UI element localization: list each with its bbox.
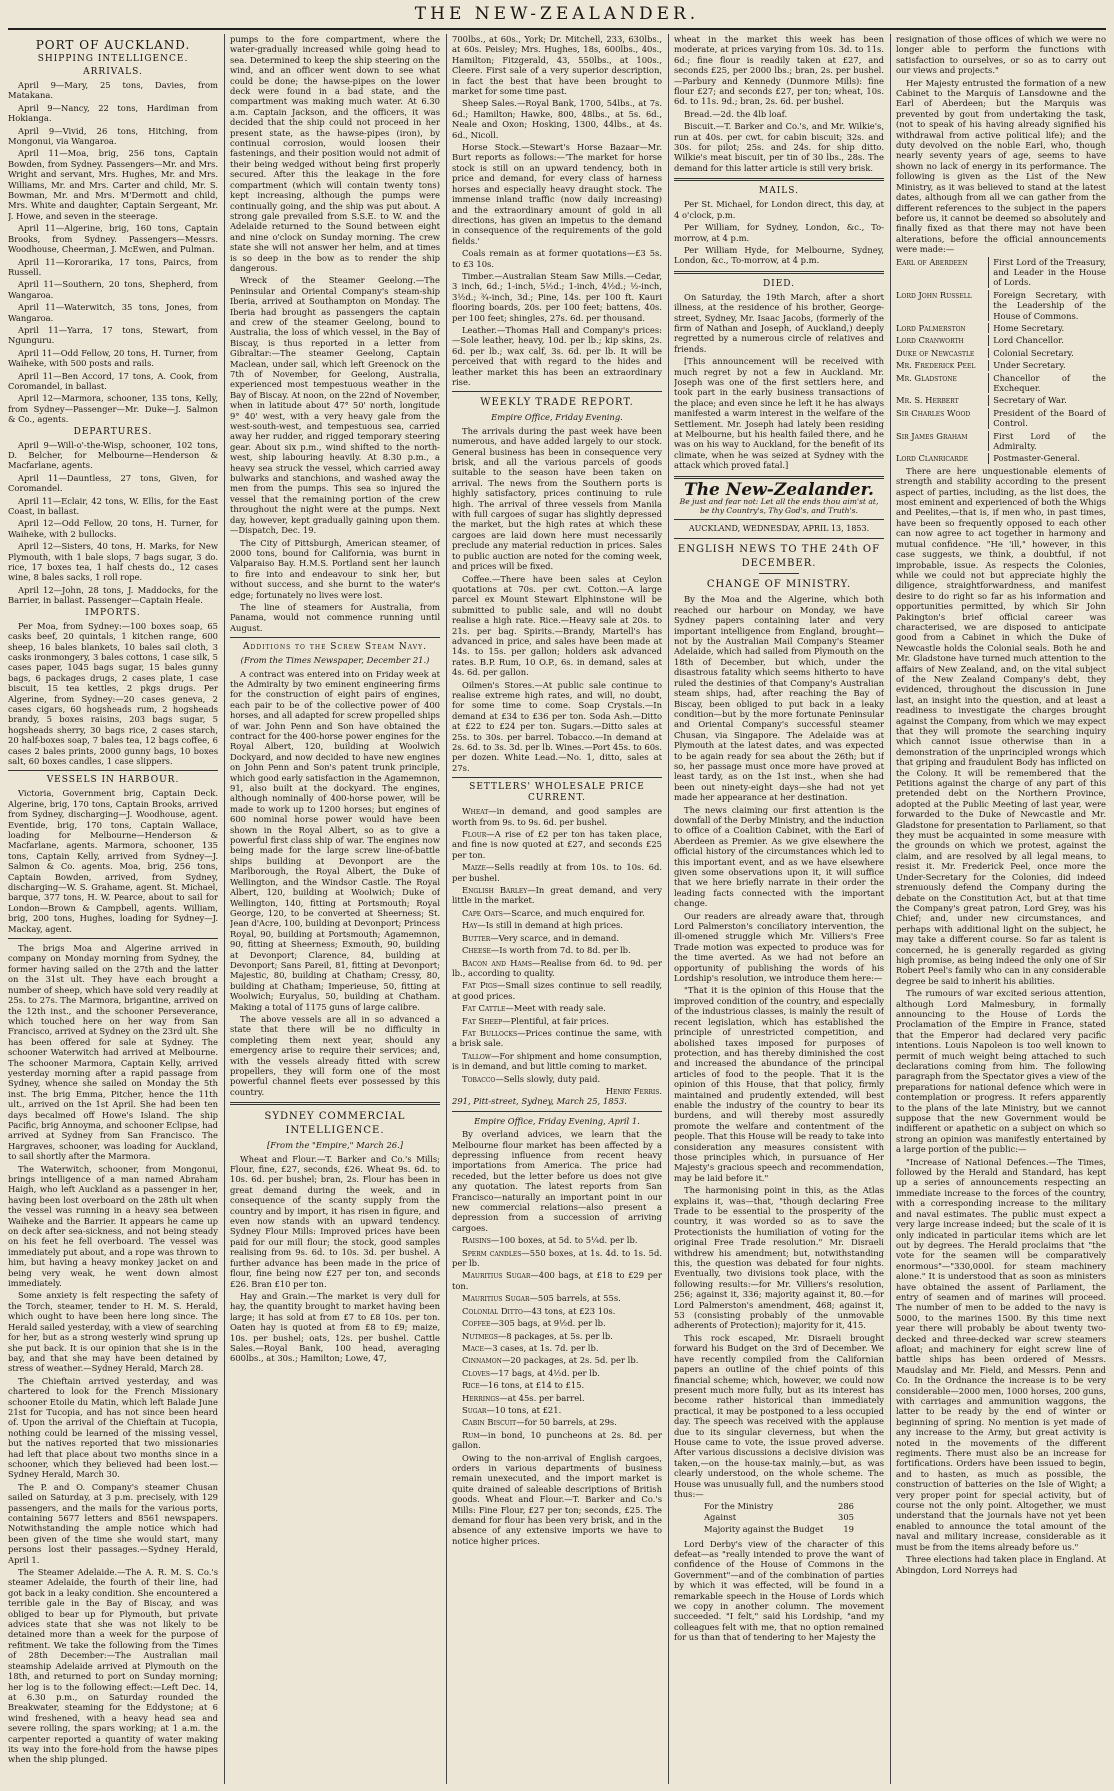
divider [230,1102,440,1105]
arrival-entry: April 11—Algerine, brig, 160 tons, Captain Brooks, from Sydney. Passengers—Messrs. Woodhouse, Cheerman, J. McEwen, and Pulman. [8,223,218,255]
sydney-body: Wheat and Flour.—T. Barker and Co.'s Mills; Flour, fine, £27, seconds, £26. Wheat 9s. 6d. to 10s. 6d. per bushel; bran, 2s. Flour has been in great demand during the week, and in consequence of the scanty supply from the country and by import, it has risen in figure, and even now stands with an upward tendency. Sydney Flour Mills: Improved prices have been paid for our mill flour; the stock, good samples realising from 9s. 6d. to 10s. 3d. per bushel. A further advance has been made in the price of flour, fine being now £27 per ton, and seconds £26. Bran £10 per ton. [230,1153,440,1289]
goods-entry: Raisins—100 boxes, at 5d. to 5¼d. per lb. [462,1235,638,1246]
lead-body-5: This rock escaped, Mr. Disraeli brought forward his Budget on the 3rd of December. We have recently compiled from the Californian papers an outline of the chief points of this financial scheme; which, however, we could now present much more fully, but as its interest has become rather historical than immediately practical, it may be postponed to a less occupied day. The speech was received with the applause due to its singular cleverness, but when the House came to vote, the issue proved adverse. After various discussions a decisive division was taken,—on the house-tax mainly,—but, as was clearly understood, on the whole scheme. The House was unusually full, and the numbers stood thus:— [674,1332,884,1499]
panama-note: The line of steamers for Australia, from Panama, would not commence running until August. [230,601,440,633]
goods-entry: Sugar—10 tons, at £21. [462,1404,562,1415]
imports-label: IMPORTS. [85,607,141,618]
lead-quote: "That it is the opinion of this House that the improved condition of the country, and especially of the industrious classes, is mainly the result of recent legislation, which has established the principle of unrestricted competition, and abolished taxes imposed for purposes of protection, and has thereby diminished the cost and increased the abundance of the principal articles of food to the people. That it is the opinion of this House, that that policy, firmly maintained and prudently extended, will best enable the industry of the country to bear its burdens, and will thereby most assuredly promote the welfare and contentment of the people. That this House will be ready to take into consideration any measures consistent with those principles which, in pursuance of Her Majesty's gracious speech and recommendation, may be laid before it." [674,985,884,1183]
paper-title: The New-Zealander. [684,479,874,500]
sydney-source: [From the "Empire," March 26.] [266,1140,404,1151]
arrivals-label: ARRIVALS. [83,67,143,77]
shipping-narrative: The brigs Moa and Algerine arrived in company on Monday morning from Sydney, the former having sailed on the 27th and the latter on the 31st ult. They have each brought a number of sheep, which have sold very readily at 25s. to 27s. The Marmora, brigantine, arrived on the 12th inst., and the schooner Perseverance, which touched here on her way from San Francisco, arrived at Sydney on the 23rd ult. She has been offered for sale at Sydney. The schooner Waterwitch had arrived at Melbourne. The schooner Marmora, Captain Kelly, arrived yesterday morning after a rapid passage from Sydney, whence she sailed on Monday the 5th inst. The brig Emma, Pitcher, hence the 11th ult., arrived on the 1st April. She had been ten days becalmed off Howe's Island. The ship Pacific, brig Annoyma, and schooner Eclipse, had arrived at Sydney from San Francisco. The Hargraves, schooner, was loading for Auckland, to sail shortly after the Marmora. [8,943,218,1162]
ministry-row: Mr. Frederick Peel Under Secretary. [896,360,1106,370]
sheep-sales: Sheep Sales.—Royal Bank, 1700, 54lbs., at 7s. 6d.; Hamilton; Hawke, 800, 48lbs., at 5s. 6d., Neale and Oxon; Hosking, 1300, 44lbs., at 4s. 6d., Nicoll. [452,98,662,140]
ministry-row: Duke of Newcastle Colonial Secretary. [896,348,1106,358]
ministry-row: Lord Clanricarde Postmaster-General. [896,453,1106,463]
elections: Three elections had taken place in England. At Abingdon, Lord Norreys had [896,1554,1106,1575]
price-entry: Cheese—Is worth from 7d. to 8d. per lb. [462,945,631,956]
lead-subheading: CHANGE OF MINISTRY. [706,579,852,591]
divider [674,538,884,539]
vessels-text: Victoria, Government brig, Captain Deck. Algerine, brig, 170 tons, Captain Brooks, arrived from Sydney, discharging—J. Woodhouse, agent. Eventide, brig, 170 tons, Captain Wallace, loading for Melbourne—Henderson & Macfarlane, agents. Marmora, schooner, 135 tons, Captain Kelly, arrived from Sydney—J. Salmon & Co. agents. Moa, brig, 256 tons, Captain Bowden, arrived, from Sydney, discharging—W. S. Grahame, agent. St. Michael, barque, 377 tons, H. W. Pearce, about to sail for London—Brown & Campbell, agents. William, brig, 200 tons, Hughes, loading for Sydney—J. Mackay, agent. [8,788,218,934]
closing-text: Owing to the non-arrival of English cargoes, orders in various departments of business remain unexecuted, and the import market is quite drained of saleable descriptions of British goods. Wheat and Flour.—T. Barker and Co.'s Mills: Fine Flour, £27 per ton; seconds, £25. The demand for flour has been very brisk, and in the absence of any extensive imports we have to notice higher prices. [452,1452,662,1546]
ministry-row: Mr. Gladstone Chancellor of the Exchequer. [896,372,1106,393]
column-rule [446,34,447,1784]
departure-entry: April 12—Odd Fellow, 20 tons, H. Turner, for Waiheke, with 2 bullocks. [8,518,218,539]
goods-entry: Mauritius Sugar—400 bags, at £18 to £29 per ton. [452,1270,662,1291]
ministry-row: Earl of Aberdeen First Lord of the Treasury, and Leader in the House of Lords. [896,256,1106,288]
goods-entry: Coffee—305 bags, at 9½d. per lb. [462,1318,606,1329]
settlers-signature: Henry Ferris. [605,1085,662,1096]
vessels-heading: VESSELS IN HARBOUR. [46,775,180,786]
ministry-row: Lord John Russell Foreign Secretary, with the Leadership of the House of Commons. [896,289,1106,321]
mails-heading: MAILS. [759,186,799,197]
lead-heading: ENGLISH NEWS TO THE 24th OF DECEMBER. [677,544,881,570]
price-entry: Tobacco—Sells slowly, duty paid. [462,1073,601,1084]
divider [8,770,218,771]
weekly-body-3: Oilmen's Stores.—At public sale continue to realise extreme high rates, and will, no doubt, for some time to come. Soap Crystals.—In demand at £34 to £36 per ton. Soda Ash.—Ditto at £22 to £24 per ton. Sugars.—Ditto sales at 25s. to 30s. per barrel. Tobacco.—In demand at 2s. 6d. to 3s. 3d. per lb. Wines.—Port 45s. to 60s. per dozen. White Lead.—No. 1, ditto, sales at 27s. [452,679,662,773]
divider [230,637,440,638]
ministry-row: Sir Charles Wood President of the Board of Control. [896,407,1106,429]
price-entry: Tallow—For shipment and home consumption, is in demand, and but little coming to market. [452,1050,662,1072]
pittsburgh-note: The City of Pittsburgh, American steamer, of 2000 tons, bound for California, was burnt in Valparaiso Bay. H.M.S. Portland sent her launch to fire into and endeavour to sink her, but without success, and she burnt to the water's edge; fortunately no lives were lost. [230,537,440,600]
mail-entry: Per St. Michael, for London direct, this day, at 4 o'clock, p.m. [674,199,884,220]
vote-majority: Majority against the Budget 19 [704,1524,854,1535]
paper-motto: Be just and fear not: Let all the ends thou aim'st at, be thy Country's, Thy God's, and Truth's. [679,497,879,516]
new-cabinet: Her Majesty entrusted the formation of a new Cabinet to the Marquis of Lansdowne and the Earl of Aberdeen; but the Marquis was prevented by gout from undertaking the task, (not to speak of his having already signified his withdrawal from active political life); and the duty devolved on the noble Earl, who, though nearly seventy years of age, seems to have shown no lack of energy in its performance. The following is given as the List of the New Ministry, as it was believed to stand at the latest dates, although from all we can gather from the different references to the subject in the papers before us, it cannot be deemed so absolutely and finally fixed as that there may not have been alterations, before the official announcements were made:— [896,77,1106,255]
column-1 [8,34,218,1784]
arrival-entry: April 11—Kororarika, 17 tons, Paircs, from Russell. [8,256,218,277]
arrival-entry: April 11—Ben Accord, 17 tons, A. Cook, from Coromandel, in ballast. [8,370,218,391]
goods-entry: Mauritius Sugar—505 barrels, at 55s. [462,1293,621,1304]
lead-body: By the Moa and the Algerine, which both reached our harbour on Monday, we have Sydney papers containing later and very important intelligence from England, brought—not by the Australian Mail Company's Steamer Adelaide, which had sailed from Plymouth on the 18th of December, but which, under the disastrous fatality which seems hitherto to have ruled the destinies of that Company's Australian steam ships, had, after reaching the Bay of Biscay, been obliged to put back in a leaky condition—but by the more fortunate Peninsular and Oriental Company's successful steamer Chusan, via Singapore. The Adelaide was at Plymouth at the latest dates, and was expected to be again ready for sea about the 26th; but if so, her passage must once more have proved at least tardy, as on the 1st inst., when she had been out ninety-eight days—she had not yet made her appearance at her destination. [674,594,884,803]
departures-list [8,440,218,606]
arrival-entry: April 9—Mary, 25 tons, Davies, from Matakana. [8,80,218,101]
wheat-continued: wheat in the market this week has been moderate, at prices varying from 10s. 3d. to 11s. 6d.; fine flour is readily taken at £27, and seconds £25, per 2000 lbs.; bran, 2s. per bushel.—Parbury and Kennedy (Dunmore Mills): fine flour £27; and seconds £27, per ton; wheat, 10s. 6d. to 11s. 9d.; bran, 2s. 6d. per bushel. [674,34,884,107]
divider [452,391,662,392]
sydney-body-2: Hay and Grain.—The market is very dull for hay, the quantity brought to market having been large; it has sold at from £7 to £8 10s. per ton. Oaten hay is quoted at from £8 to £9; maize, 10s. per bushel; oats, 12s. per bushel. Cattle Sales.—Royal Bank, 100 head, averaging 600lbs., at 30s.; Hamilton; Lowe, 47, [230,1290,440,1364]
price-entry: Flour—A rise of £2 per ton has taken place, and fine is now quoted at £27, and seconds £25 per ton. [452,829,662,860]
price-entry: Fat Pigs—Small sizes continue to sell readily, at good prices. [452,980,662,1001]
column-5 [896,34,1106,1784]
column-rule [890,34,891,1784]
arrival-entry: April 11—Southern, 20 tons, Shepherd, from Wangaroa. [8,279,218,300]
biscuit-price: Biscuit.—T. Barker and Co.'s, and Mr. Wilkie's, run at 40s. per cwt. for cabin biscuit; 32s. and 30s. for pilot; 25s. and 24s. for ship ditto. Wilkie's meat biscuit, per tin of 30 lbs., 28s. The demand for this latter article is still very brisk. [674,121,884,173]
arrivals-list [8,80,218,425]
war-rumours: The rumours of war excited serious attention, although Lord Malmesbury, in formally announcing to the House of Lords the Proclamation of the Empire in France, stated that the Emperor had declared very pacific intentions. Louis Napoleon is too well known to permit of much weight being attached to such declarations coming from him. The following paragraph from the Spectator gives a view of the preparations for national defence which were in contemplation or progress. It refers apparently to the plans of the late Ministry, but we cannot suppose that the new Government would be indifferent or apathetic on a subject on which so strong an opinion was manifestly entertained by a large portion of the public:— [896,988,1106,1155]
navy-body-2: The above vessels are all in so advanced a state that there will be no difficulty in completing them next year, should any emergency arise to require their services; and, with the vessels already fitted with screw propellers, they will form one of the most powerful channel fleets ever possessed by this country. [230,1013,440,1097]
lead-body-3: Our readers are already aware that, through Lord Palmerston's conciliatory intervention, the ill-omened struggle which Mr. Villiers's Free Trade motion was expected to produce was for the time averted. As we had not before an opportunity of publishing the words of his Lordship's resolution, we introduce them here:— [674,910,884,984]
price-entry: Butter—Very scarce, and in demand. [462,932,620,943]
goods-entry: Sperm candles—550 boxes, at 1s. 4d. to 1s. 5d. per lb. [452,1247,662,1269]
ministry-row: Lord Cranworth Lord Chancellor. [896,335,1106,345]
weekly-heading: WEEKLY TRADE REPORT. [480,397,634,409]
bread-price: Bread.—2d. the 4lb loaf. [684,108,788,119]
departure-entry: April 11—Eclair, 42 tons, W. Ellis, for the East Coast, in ballast. [8,495,218,517]
divider [674,519,884,520]
column-4 [674,34,884,1784]
departures-label: DEPARTURES. [73,426,153,437]
price-entry: Cape Oats—Scarce, and much enquired for. [462,907,645,918]
column-2 [230,34,440,1784]
arrival-entry: April 11—Odd Fellow, 20 tons, H. Turner, from Waiheke, with 500 posts and rails. [8,347,218,369]
coals: Coals remain as at former quotations—£3 5s. to £3 10s. [452,248,662,269]
empire2-body: By overland advices, we learn that the Melbourne flour market has been affected by a depressing influence from recent heavy importations from America. The price had receded, but the letter before us does not give any quotation. The latest reports from San Francisco—naturally an important point in our new commercial relations—also present a depression from a succession of arriving cargoes. [452,1129,662,1233]
dateline: AUCKLAND, WEDNESDAY, APRIL 13, 1853. [688,524,870,534]
price-entry: Bacon and Hams—Realise from 6d. to 9d. per lb., according to quality. [452,957,662,978]
shipping-narrative-6: The Steamer Adelaide.—The A. R. M. S. Co.'s steamer Adelaide, the fourth of their line, had got back in a leaky condition. She encountered a terrible gale in the Bay of Biscay, and was obliged to bear up for Plymouth, but private advices state that she was not likely to be detained more than a week for the purpose of refitment. We take the following from the Times of 28th December:—The Australian mail steamship Adelaide arrived at Plymouth on the 18th, and returned to port on Sunday morning; her log is to the following effect:—Left Dec. 14, at 6.30 p.m., on Saturday rounded the Breakwater, steaming for the Eddystone; at 6 wind freshened, with a heavy head sea and severe rolling, the spars working; at 1 a.m. the carpenter reported a quantity of water making its way into the fore-hold from the hawse pipes when the ship plunged. [8,1567,218,1765]
shipping-narrative-2: The Waterwitch, schooner, from Mongonui, brings intelligence of a man named Abraham Haigh, who left Auckland as a passenger in her, having been lost overboard on the 28th ult when the vessel was running in a heavy sea between Waiheke and the Barrier. It appears he came up on deck after sea-sickness, and not being steady on his feet he fell overboard. The vessel was immediately put about, and a rope was thrown to him, but having a heavy monkey jacket on and being very weak, he went down almost immediately. [8,1163,218,1289]
divider [452,777,662,778]
divider [759,573,799,574]
divider [8,938,218,939]
goods-entry: Cloves—17 bags, at 4½d. per lb. [462,1367,600,1378]
shipping-narrative-5: The P. and O. Company's steamer Chusan sailed on Saturday, at 3 p.m. precisely, with 129 passengers, and the mails for the various ports, containing 5677 letters and 8561 newspapers. Notwithstanding the ample notice which had been given of the time she would start, many persons lost their passages.—Sydney Herald, April 1. [8,1481,218,1565]
ministry-row: Sir James Graham First Lord of the Admiralty. [896,430,1106,452]
died-heading: DIED. [762,278,796,289]
died-note: [This announcement will be received with much regret by not a few in Auckland. Mr. Joseph was one of the first settlers here, and took part in the early business transactions of the place; and even since he left it he has always manifested a warm interest in the welfare of the Settlement. Mr. Joseph had lately been residing at Melbourne, but his health failed there, and he was on his way to Auckland, for the benefit of its climate, when he was seized at Sydney with the attack which proved fatal.] [674,356,884,471]
ministry-commentary: There are here unquestionable elements of strength and stability according to the present aspect of parties, including, as the list does, the most eminent and experienced of both the Whigs and Peelites,—that is, if men who, in past times, have been so frequently opposed to each other can now agree to act together in harmony and mutual confidence. "He 'ill," however, in this case suggests, we think, a doubtful, if not improbable, issue. As respects the Colonies, while we could not but appreciate highly the diligence, straightforwardness, and manifest desire to do right so far as his information and opportunities permitted, by which Sir John Pakington's brief official career was characterised, we are disposed to anticipate good from a Cabinet in which the Duke of Newcastle holds the Colonial seals. Both he and Mr. Gladstone have turned much attention to the affairs of New Zealand, and, on the vital subject of the New Zealand Company's debt, they evidenced, throughout the discussion in June last, an insight into the question, and at least a readiness to investigate the charges brought against the Company, from which we may expect that they will promote the searching inquiry which cannot issue otherwise than in a demonstration of the unprincipled wrongs which that griping and fraudulent Body has inflicted on the Colony. It will be remembered that the Petitions against the charge of any part of this pretended debt on the Northern Province, adopted at the Public Meeting of last year, were forwarded to the Duke of Newcastle and Mr. Gladstone for presentation to Parliament, so that they must be acquainted in some measure with the grounds on which we protest, against the claim, and are resolved by all legal means, to resist it. Mr. Frederick Peel, once more the Under-Secretary for the Colonies, did indeed strenuously defend the Company during the debate on the Constitution Act, but at that time the Company's great patron, Lord Grey, was his Chief; and, under new circumstances, and perhaps with additional light on the subject, he may take a different course. So far as talent is concerned, he is generally regarded as giving high promise, as being indeed the only one of Sir Robert Peel's family who can in any considerable degree be said to inherit his abilities. [896,465,1106,986]
goods-entry: Cabin Biscuit—for 50 barrels, at 29s. [462,1417,617,1428]
divider [674,178,884,181]
leather: Leather.—Thomas Hall and Company's prices:—Sole leather, heavy, 10d. per lb.; kip skins, 2s. 6d. per lb.; wax calf, 3s. 6d. per lb. It will be perceived that with regard to the hides and leather market this has been an extraordinary rise. [452,324,662,387]
sydney-heading: SYDNEY COMMERCIAL INTELLIGENCE. [264,1111,406,1137]
goods-entry: Nutmegs—8 packages, at 5s. per lb. [462,1330,613,1341]
goods-entry: Rum—in bond, 10 puncheons at 2s. 8d. per gallon. [452,1429,662,1451]
arrival-entry: April 11—Waterwitch, 35 tons, Jones, from Wangaroa. [8,302,218,323]
arrival-entry: April 9—Nancy, 22 tons, Hardiman from Hokianga. [8,102,218,124]
price-entry: Fat Cattle—Meet with ready sale. [462,1003,606,1014]
national-defences: "Increase of National Defences.—The Times, followed by the Herald and Standard, has kept up a series of announcements respecting an immediate increase to the forces of the country, with a corresponding increase to the military and naval estimates. The public must expect a very large increase indeed; but the scale of it is only indicated in particular items which are let out by degrees. The Herald proclaims that "the vote for the seamen will be comparatively enormous"—"330,000l. for steam machinery alone." It is understood that as soon as ministers have obtained the assent of Parliament, the entry of seamen and of marines will proceed. The number of men to be added to the navy is 5000, to the marines 1500. By this time next year there will probably be about twenty two-decked and three-decked war screw steamers afloat; and machinery for eight screw line of battle ships has been ordered of Messrs. Maudslay and Mr. Field, and Messrs. Penn and Co. In the Ordnance the increase is to be very considerable—2000 men, 1000 horses, 200 guns, with carriages and ammunition waggons, the latter to be ready by the end of winter or beginning of spring. No mention is yet made of any increase to the Army, but great activity is noted in the movements of the different regiments. There must also be an increase for fortifications. Orders have been issued to begin, and to hasten, as much as possible, the construction of batteries on the Isle of Wight; a very proper point for special activity, but of course not the only point. Altogether, we must understand that the journals have not yet been enabled to announce the total amount of the naval and military increase, considerable as it must be from the items already before us." [896,1156,1106,1552]
vote-against: Against 305 [704,1511,854,1522]
shipping-heading: SHIPPING INTELLIGENCE. [37,54,189,64]
price-entry: Hay—Is still in demand at high prices. [462,920,623,931]
departure-entry: April 11—Dauntless, 27 tons, Given, for Coromandel. [8,472,218,494]
vote-for: For the Ministry 286 [704,1501,854,1512]
goods-entry: Colonial Ditto—43 tons, at £23 10s. [462,1305,616,1316]
navy-source: (From the Times Newspaper, December 21.) [240,655,430,666]
port-heading: PORT OF AUCKLAND. [35,38,191,52]
mail-entry: Per William, for Sydney, London, &c., To-morrow, at 4 p.m. [674,222,884,243]
imports-text: Per Moa, from Sydney:—100 boxes soap, 65 casks beef, 20 quintals, 1 kitchen range, 600 sheep, 16 bales blankets, 10 bales sail cloth, 3 casks ironmongery, 3 bales cottons, 1 case silk, 5 cases paper, 1045 bags sugar, 15 bales gunny bags, 6 packages drugs, 2 cases plate, 1 case biscuit, 15 tea kettles, 2 pkgs drugs. Per Algerine, from Sydney:—20 cases geneva, 2 cases cigars, 60 hogsheads rum, 2 hogsheads brandy, 5 boxes raisins, 203 bags sugar, 5 hogsheads sherry, 30 bags rice, 2 cases starch, 20 half-boxes soap, 7 bales tea, 12 bags coffee, 6 cases 2 bales prints, 2000 gunny bags, 10 boxes salt, 60 boxes candles, 1 case slippers. [8,620,218,766]
geelong-wreck: Wreck of the Steamer Geelong.—The Peninsular and Oriental Company's steam-ship Iberia, arrived at Southampton on Monday. The Iberia had brought as passengers the captain and crew of the steamer Geelong, bound to Australia, the loss of which vessel, in the Bay of Biscay, is thus reported in a letter from Gibraltar:—The steamer Geelong, Captain Maclean, under sail, which left Greenock on the 7th of November, for Geelong, Australia, experienced most tempestuous weather in the Bay of Biscay. At noon, on the 22nd of November, when in latitude about 47° 50' north, longitude 9° 40' west, with a very heavy gale from the west-south-west, and tempestuous sea, carried away her rudder, and rigged temporary steering gear. About six p.m., wind shifted to the north-west, ship labouring heavily. At 8.30 p.m., a heavy sea struck the vessel, which carried away bulwarks and stanchions, and washed away the men from the pumps. This sea so injured the vessel that the remaining portion of the crew throughout the night were at the pumps. Next day, however, kept gradually gaining upon them.—Dispatch, Dec. 19. [230,275,440,536]
goods-entry: Cinnamon—20 packages, at 2s. 5d. per lb. [462,1355,639,1366]
goods-entry: Mace—3 cases, at 1s. 7d. per lb. [462,1342,599,1353]
ministry-row: Mr. S. Herbert Secretary of War. [896,395,1106,405]
column-rule [668,34,669,1784]
masthead: THE NEW-ZEALANDER. [8,4,1106,30]
mail-entry: Per William Hyde, for Melbourne, Sydney, London, &c., To-morrow, at 4 p.m. [674,244,884,266]
navy-body: A contract was entered into on Friday week at the Admiralty by two eminent engineering firms for the construction of eight pairs of engines, each pair to be of the collective power of 400 horses, and all adapted for screw propelled ships of war. John Penn and Son have obtained the contract for the 400-horse power engines for the Royal Albert, 120, building at Woolwich Dockyard, and now decided to have new engines on John Penn and Son's patent trunk principle, which good early satisfaction in the Agamemnon, 91, also built at the dockyard. The engines, although nominally of 400-horse power, will be made to work up to 1200 horses; but engines of 600 nominal horse power would have been shown in the Royal Albert, so as to give a powerful first class ship of war. The engines now being made for the large screw line-of-battle ships building at Devonport are the Marlborough, the Royal Albert, the Duke of Wellington, and the Windsor Castle. The Royal Albert, 120, building at Woolwich; Duke of Wellington, 140, fitting at Portsmouth; Royal George, 120, to be converted at Sheerness; St. Jean d'Acre, 100, building at Devonport; Princess Royal, 90, building at Portsmouth; Agamemnon, 90, fitting at Sheerness; Exmouth, 90, building at Devonport; Clarence, 84, building at Devonport; Sans Pareil, 81, fitting at Devonport; Majestic, 80, building at Chatham; Cressy, 80, building at Chatham; Imperieuse, 50, fitting at Woolwich; Euryalus, 50, building at Chatham. Making a total of 1175 guns of large calibre. [230,668,440,1012]
weekly-source: Empire Office, Friday Evening. [491,412,623,423]
column-3 [452,34,662,1784]
goods-list [452,1235,662,1450]
goods-entry: Rice—16 tons, at £14 to £15. [462,1380,585,1391]
weekly-body: The arrivals during the past week have been numerous, and have added largely to our stock. General business has been in consequence very brisk, and all the various parcels of goods suitable to the season have been taken on arrival. The news from the Southern ports is highly satisfactory, prices continuing to rule high. The arrival of three vessels from Manila with full cargoes of sugar has slightly depressed the market, but the high rates at which these cargoes are laid down here must necessarily preclude any material reduction in prices. Sales to public auction are noted for the coming week, and prices will be fixed. [452,425,662,572]
horse-stock: Horse Stock.—Stewart's Horse Bazaar—Mr. Burt reports as follows:—'The market for horse stock is still on an upward tendency, both in price and demand, for every class of harness horses and especially heavy draught stock. The immense inland traffic (now daily increasing) and the extraordinary amount of gold in all directions, has given an impetus to the demand in consequence of the requirements of the gold fields.' [452,142,662,246]
newspaper-page [8,4,1106,1787]
mails-list [674,199,884,265]
arrival-entry: April 12—Marmora, schooner, 135 tons, Kelly, from Sydney—Passenger—Mr. Duke—J. Salmon & Co., agents. [8,393,218,425]
price-entry: Wheat—in demand, and good samples are worth from 9s. to 9s. 6d. per bushel. [452,806,662,827]
columns [8,34,1106,1784]
arrival-entry: April 11—Yarra, 17 tons, Stewart, from Ngunguru. [8,324,218,346]
cattle-continued: 700lbs., at 60s., York; Dr. Mitchell, 233, 630lbs., at 60s. Peisley; Mrs. Hughes, 18s, 600lbs., 40s., Hamilton; Fitzgerald, 43, 550lbs., at 100s., Cleere. First sale of a very superior description, in fact the best that have been brought to market for some time past. [452,34,662,97]
weekly-body-2: Coffee.—There have been sales at Ceylon quotations at 70s. per cwt. Cotton.—A large parcel ex Mount Stewart Elphinstone will be submitted to public sale, and will no doubt realise a high rate. Rice.—Heavy sale at 20s. to 21s. per bag. Spirits.—Brandy, Martell's has advanced in price, and sales have been made at 14s. to 15s. per gallon; holders ask advanced rates. B.P. Rum, 10 O.P., 6s. in demand, sales at 4s. 6d. per gallon. [452,573,662,678]
adelaide-continued: pumps to the fore compartment, where the water-gradually increased while going head to sea. Determined to keep the ship steering on the wind, and an officer went down to see what could be done; the hawse-pipes on the lower deck were found in a bad state, and the compartment was making much water. At 6.30 a.m. Captain Jackson, and the officers, it was decided that the ship could not proceed in her present state, as the hawse-pipes (iron), by continual corrosion, would loosen their fastenings, and their position would not admit of their being wedged without being first properly secured. After this the leakage in the fore compartment (which will contain twenty tons) kept increasing, although the pumps were continually going, and the ship was put about. A strong gale prevailed from S.S.E. to W. and the Adelaide returned to the Sound between eight and nine o'clock on Sunday morning. The crew state she will not answer her helm, and at times is so deep in the bow as to render the ship dangerous. [230,34,440,273]
lead-body-6: Lord Derby's view of the character of this defeat—as "really intended to prove the want of confidence of the House of Commons in the Government"—and of the combination of parties by which it was effected, will be found in a remarkable speech in the House of Lords which we copy in another column. The movement succeeded. "I felt," said his Lordship, "and my colleagues felt with me, that no option remained for us than that of tendering to her Majesty the [674,1538,884,1643]
resignation-continued: resignation of those offices of which we were no longer able to perform the functions with satisfaction to ourselves, or so as to carry out our views and projects." [896,34,1106,76]
lead-body-2: The news claiming our first attention is the downfall of the Derby Ministry, and the induction to office of a Coalition Cabinet, with the Earl of Aberdeen as Premier. As we give elsewhere the official history of the circumstances which led to this important event, and as we have elsewhere given some observations upon it, it will suffice that we here briefly narrate in their order the leading facts connected with the important change. [674,804,884,909]
settlers-list [452,806,662,1084]
price-entry: Fat Bullocks—Prices continue the same, with a brisk sale. [452,1027,662,1049]
died-body: On Saturday, the 19th March, after a short illness, at the residence of his brother, George-street, Sydney, Mr. Isaac Jacobs, (formerly of the firm of Nathan and Joseph, of Auckland,) deeply regretted by a numerous circle of relatives and friends. [674,291,884,354]
shipping-narrative-3: Some anxiety is felt respecting the safety of the Torch, steamer, tender to H. M. S. Herald, which ought to have been here long since. The Herald sailed yesterday, with a view of searching for her, but as a strong westerly wind sprung up she put back. It is our opinion that she is in the bay, and that she may have been detained by stress of weather.—Sydney Herald, March 28. [8,1290,218,1374]
lead-body-4: The harmonising point in this, as the Atlas explains it, was—that, "though declaring Free Trade to be essential to the prosperity of the country, it was worded so as to save the Protectionists the humiliation of voting for the original Free Trade resolution." Mr. Disraeli withdrew his amendment; but, notwithstanding this, the question was debated for four nights. Eventually, two divisions took place, with the following results:—for Mr. Villiers's resolution, 256; against it, 336; majority against it, 80.—for Lord Palmerston's amendment, 468; against it, 53 (consisting probably of the unmovable adherents of Protection); majority for it, 415. [674,1185,884,1331]
arrival-entry: April 9—Vivid, 26 tons, Hitching, from Mongonui, via Wangaroa. [8,125,218,147]
shipping-narrative-4: The Chieftain arrived yesterday, and was chartered to look for the French Missionary schooner Etoile du Matin, which left Balade June 21st for Tucopia, and has not since been heard of. Upon the arrival of the Chieftain at Tucopia, nothing could be learned of the missing vessel, but the natives reported that two missionaries had left that place about two months since in a schooner, which they believed had been lost.—Sydney Herald, March 30. [8,1375,218,1480]
empire2-source: Empire Office, Friday Evening, April 1. [474,1115,640,1126]
departure-entry: April 9—Will-o'-the-Wisp, schooner, 102 tons, D. Belcher, for Melbourne—Henderson & Macfarlane, agents. [8,439,218,471]
column-rule [224,34,225,1784]
navy-heading: Additions to the Screw Steam Navy. [243,642,427,653]
ministry-row: Lord Palmerston Home Secretary. [896,323,1106,333]
ministry-list [896,257,1106,464]
divider [452,1111,662,1112]
departure-entry: April 12—Sisters, 40 tons, H. Marks, for New Plymouth, with 1 bale slops, 7 bags sugar, 3 do. rice, 17 boxes tea, 1 half chests do., 12 cases wine, 8 bales sacks, 1 roll rope. [8,541,218,583]
price-entry: Maize—Sells readily at from 10s. to 10s. 6d. per bushel. [452,862,662,883]
divider [674,271,884,274]
divider [674,476,884,479]
price-entry: Fat Sheep—Plentiful, at fair prices. [462,1015,609,1026]
goods-entry: Herrings—at 45s. per barrel. [462,1392,585,1403]
settlers-address: 291, Pitt-street, Sydney, March 25, 1853. [452,1096,627,1107]
settlers-heading: SETTLERS' WHOLESALE PRICE CURRENT. [469,782,645,804]
departure-entry: April 12—John, 28 tons, J. Maddocks, for the Barrier, in ballast. Passenger—Captain Heale. [8,584,218,606]
arrival-entry: April 11—Moa, brig, 256 tons, Captain Bowden, from Sydney. Passengers—Mr. and Mrs. Wright and servant, Mrs. Hughes, Mr. and Mrs. Williams, Mr. and Mrs. Carter and child, Mr. S. Bowman, Mr. and Mrs. M'Dermott and child, Mrs. White and daughter, Captain Sergeant, Mr. J. Howe, and seven in the steerage. [8,148,218,221]
timber: Timber.—Australian Steam Saw Mills.—Cedar, 3 inch, 6d.; 1-inch, 5½d.; 1-inch, 4½d.; ½-inch, 3½d.; ¾-inch, 3d.; Pine, 14s. per 100 ft. Kauri flooring boards, 20s. per 100 feet; battens, 40s. per 100 feet; shingles, 27s. 6d. per thousand. [452,270,662,323]
price-entry: English Barley—In great demand, and very little in the market. [452,885,662,906]
